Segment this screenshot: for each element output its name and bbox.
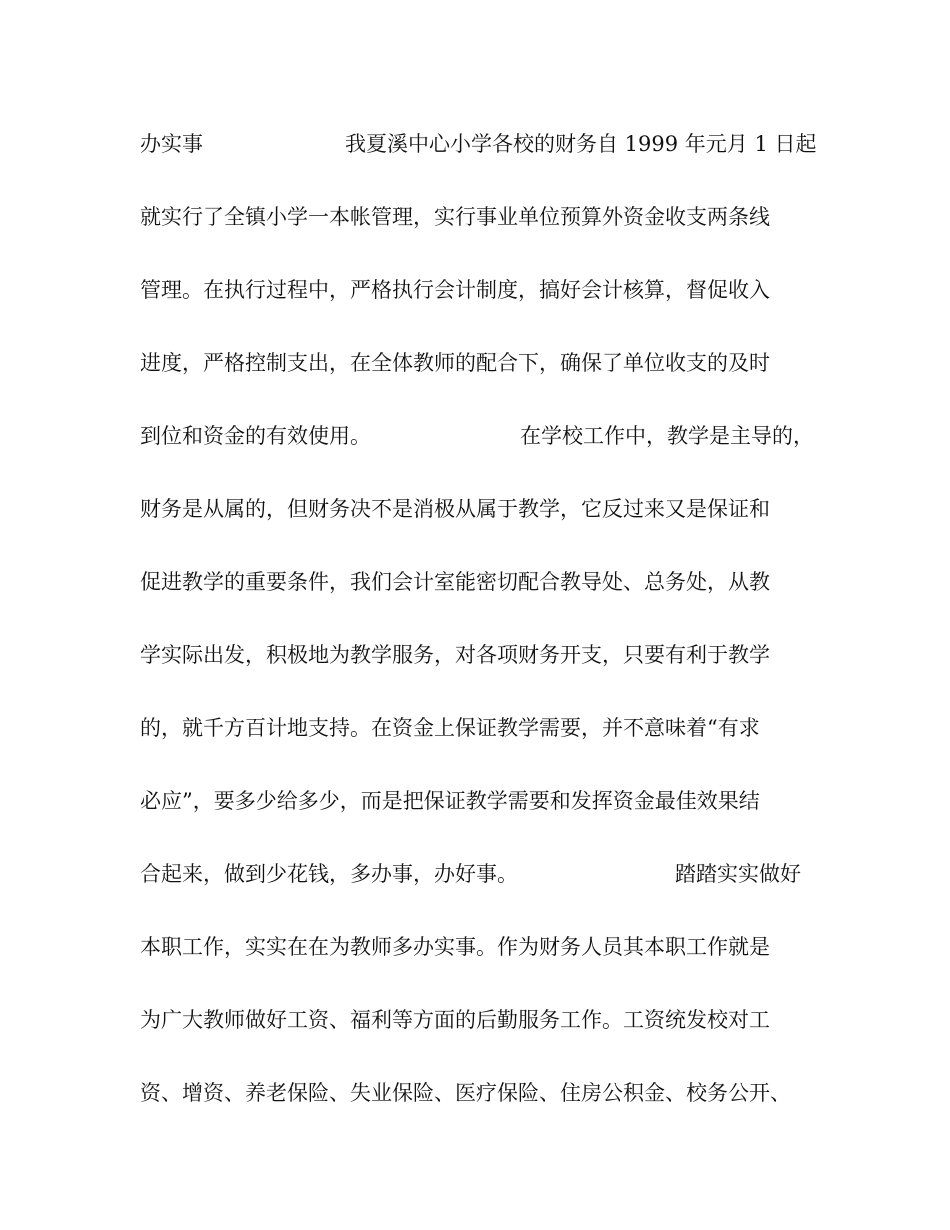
text-segment: 本职工作，实实在在为教师多办实事。作为财务人员其本职工作就是 [140, 935, 770, 959]
text-segment: 财务是从属的，但财务决不是消极从属于教学，它反过来又是保证和 [140, 497, 770, 521]
text-line-2 [140, 200, 830, 234]
text-line-10 [140, 784, 830, 818]
text-line-5 [140, 419, 830, 453]
text-segment: 管理。在执行过程中，严格执行会计制度，搞好会计核算，督促收入 [140, 278, 770, 302]
text-line-1 [140, 127, 830, 161]
text-line-7 [140, 565, 830, 599]
text-line-8 [140, 638, 830, 672]
text-segment: 合起来，做到少花钱，多办事，办好事。 [140, 862, 518, 886]
text-segment: 为广大教师做好工资、福利等方面的后勤服务工作。工资统发校对工 [140, 1008, 770, 1032]
text-line-11 [140, 857, 830, 891]
text-line-12 [140, 930, 830, 964]
text-segment: 的，就千方百计地支持。在资金上保证教学需要，并不意味着“有求 [140, 716, 760, 740]
text-line-6 [140, 492, 830, 526]
text-line-3 [140, 273, 830, 307]
text-segment: 必应”，要多少给多少，而是把保证教学需要和发挥资金最佳效果结 [140, 789, 760, 813]
text-segment: 就实行了全镇小学一本帐管理，实行事业单位预算外资金收支两条线 [140, 205, 770, 229]
text-line-9 [140, 711, 830, 745]
text-segment: 学实际出发，积极地为教学服务，对各项财务开支，只要有利于教学 [140, 643, 770, 667]
text-segment: 资、增资、养老保险、失业保险、医疗保险、住房公积金、校务公开、 [140, 1081, 791, 1105]
text-segment: 在学校工作中，教学是主导的， [520, 424, 814, 448]
text-segment: 踏踏实实做好 [675, 862, 801, 886]
text-segment: 办实事 [140, 132, 203, 156]
text-segment: 进度，严格控制支出，在全体教师的配合下，确保了单位收支的及时 [140, 351, 770, 375]
text-segment: 到位和资金的有效使用。 [140, 424, 371, 448]
text-line-13 [140, 1003, 830, 1037]
text-line-14 [140, 1076, 830, 1110]
text-line-4 [140, 346, 830, 380]
text-segment: 我夏溪中心小学各校的财务自 1999 年元月 1 日起 [345, 132, 817, 156]
text-segment: 促进教学的重要条件，我们会计室能密切配合教导处、总务处，从教 [140, 570, 770, 594]
